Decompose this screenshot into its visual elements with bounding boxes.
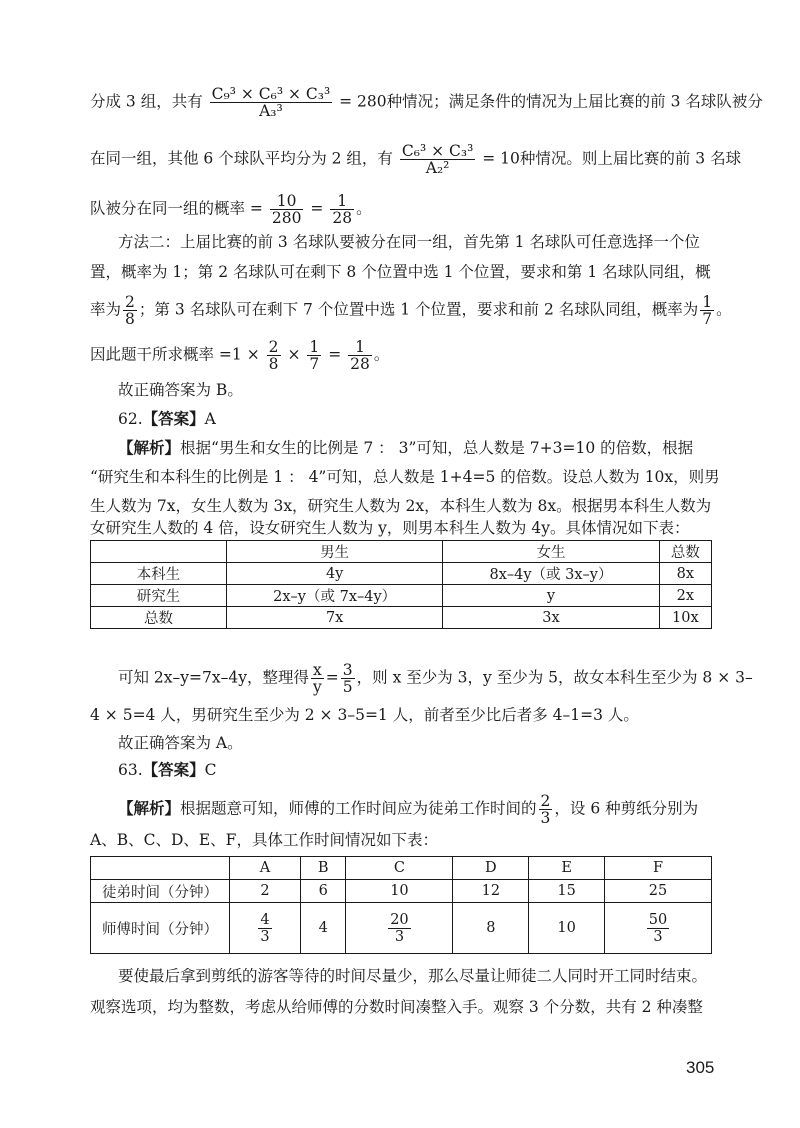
analysis-63-line-1: 【解析】根据题意可知，师傅的工作时间应为徒弟工作时间的 $\frac{2}{3}$ ，设 6 种剪纸分别为 bbox=[118, 792, 699, 827]
answer-63: 63.【答案】C bbox=[118, 760, 217, 779]
text-line-11: 故正确答案为 A。 bbox=[118, 734, 243, 752]
text-line-2: 在同一组，其他 6 个球队平均分为 2 组，有 $\frac{\text{C₆³ × C₃³}}{\text{A₂²}}$ = 10种情况。则上届比赛的前 3 名球 bbox=[90, 142, 742, 177]
fraction: $\frac{x}{y}$ bbox=[313, 661, 322, 696]
fraction: $\frac{\text{C₉³ × C₆³ × C₃³}}{\text{A₃³}}$ bbox=[211, 85, 331, 120]
fraction: $\frac{20}{3}$ bbox=[390, 911, 409, 945]
table-row: 师傅时间（分钟） $\frac{4}{3}$ 4 $\frac{20}{3}$ 8 10 $\frac{50}{3}$ bbox=[91, 903, 712, 954]
analysis-62-line-1: 【解析】根据“男生和女生的比例是 7 ： 3”可知，总人数是 7+3=10 的倍数，根据 bbox=[118, 438, 694, 457]
text-line-6: 率为 $\frac{2}{8}$ ；第 3 名球队可在剩下 7 个位置中选 1 个位置，要求和前 2 名球队同组，概率为 $\frac{1}{7}$ 。 bbox=[90, 293, 732, 328]
analysis-62-line-4: 女研究生人数的 4 倍，设女研究生人数为 y，则男本科生人数为 4y。具体情况如下表： bbox=[90, 519, 690, 537]
table-row: 徒弟时间（分钟） 2 6 10 12 15 25 bbox=[91, 880, 712, 903]
table-row: 研究生 2x–y（或 7x–4y） y 2x bbox=[91, 585, 712, 607]
work-time-table: A B C D E F 徒弟时间（分钟） 2 6 10 12 15 25 师傅时间（分钟） $\frac{4}{3}$ 4 $\frac{20}{3}$ 8 10 $\frac{50}{3}$ bbox=[90, 856, 712, 954]
text-line-12: 要使最后拿到剪纸的游客等待的时间尽量少，那么尽量让师徒二人同时开工同时结束。 bbox=[118, 967, 708, 985]
text-line-1 bbox=[90, 86, 763, 119]
table-row: 本科生 4y 8x–4y（或 3x–y） 8x bbox=[91, 563, 712, 585]
analysis-62-line-3: 生人数为 7x，女生人数为 3x，研究生人数为 2x，本科生人数为 8x。根据男本科生人数为 bbox=[90, 497, 712, 515]
table-row: 总数 7x 3x 10x bbox=[91, 607, 712, 629]
text-line-4: 方法二：上届比赛的前 3 名球队要被分在同一组，首先第 1 名球队可任意选择一个位 bbox=[118, 233, 700, 251]
text-line-7: 因此题干所求概率 =1 × $\frac{2}{8}$ × $\frac{1}{7}$ = $\frac{1}{28}$ 。 bbox=[90, 338, 390, 373]
fraction: $\frac{\text{C₆³ × C₃³}}{\text{A₂²}}$ bbox=[401, 142, 474, 177]
analysis-62-line-2: “研究生和本科生的比例是 1 ： 4”可知，总人数是 1+4=5 的倍数。设总人数为 10x，则男 bbox=[90, 468, 720, 486]
fraction: $\frac{1}{7}$ bbox=[309, 338, 320, 373]
answer-62: 62.【答案】A bbox=[118, 409, 216, 428]
fraction: $\frac{1}{28}$ bbox=[350, 338, 370, 373]
text-line-9: 可知 2x–y=7x–4y，整理得 $\frac{x}{y}$ = $\frac{3}{5}$ ，则 x 至少为 3，y 至少为 5，故女本科生至少为 8 × 3– bbox=[118, 661, 753, 696]
text-line-8: 故正确答案为 B。 bbox=[118, 381, 243, 399]
gender-degree-table: 男生 女生 总数 本科生 4y 8x–4y（或 3x–y） 8x 研究生 2x–y（或 7x–4y） y 2x 总数 7x 3x 10x bbox=[90, 540, 712, 629]
fraction: $\frac{10}{280}$ bbox=[271, 192, 302, 227]
text-line-5: 置，概率为 1；第 2 名球队可在剩下 8 个位置中选 1 个位置，要求和第 1 名球队同组，概 bbox=[90, 263, 711, 281]
fraction: $\frac{3}{5}$ bbox=[342, 661, 353, 696]
fraction: $\frac{2}{8}$ bbox=[268, 338, 279, 373]
text: 分成 3 组，共有 bbox=[90, 92, 203, 111]
text: = 280种情况；满足条件的情况为上届比赛的前 3 名球队被分 bbox=[339, 92, 763, 111]
fraction: $\frac{50}{3}$ bbox=[648, 911, 668, 945]
fraction: $\frac{4}{3}$ bbox=[260, 911, 270, 945]
fraction: $\frac{1}{7}$ bbox=[702, 293, 713, 328]
text-line-13: 观察选项，均为整数，考虑从给师傅的分数时间凑整入手。观察 3 个分数，共有 2 种凑整 bbox=[90, 998, 703, 1016]
fraction: $\frac{1}{28}$ bbox=[332, 192, 353, 227]
fraction: $\frac{2}{8}$ bbox=[125, 293, 135, 328]
page-number: 305 bbox=[686, 1058, 715, 1077]
fraction: $\frac{2}{3}$ bbox=[540, 792, 551, 827]
text-line-3: 队被分在同一组的概率 = $\frac{10}{280}$ = $\frac{1}{28}$ 。 bbox=[90, 192, 372, 227]
analysis-63-line-2: A、B、C、D、E、F，具体工作时间情况如下表： bbox=[90, 831, 438, 849]
text-line-10: 4 × 5=4 人，男研究生至少为 2 × 3–5=1 人，前者至少比后者多 4–1=3 人。 bbox=[90, 706, 639, 724]
